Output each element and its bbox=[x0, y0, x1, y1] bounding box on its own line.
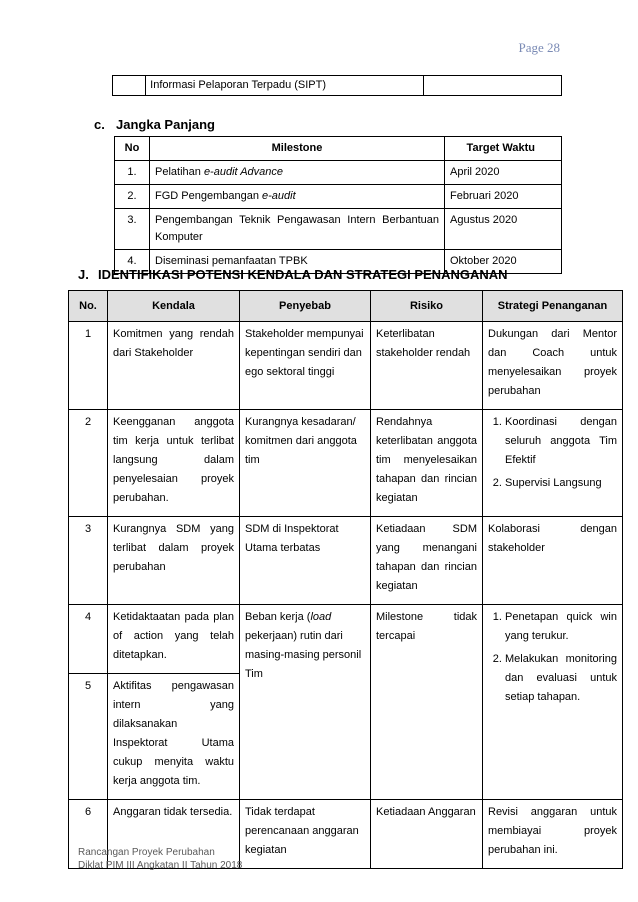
cell-penyebab: Stakeholder mempunyai kepentingan sendiri dan ego sektoral tinggi bbox=[240, 322, 371, 410]
table-row bbox=[69, 605, 623, 674]
strategy-list bbox=[488, 413, 617, 493]
footer-line: Diklat PIM III Angkatan II Tahun 2018 bbox=[78, 860, 243, 871]
table-header-row bbox=[115, 137, 562, 161]
cell-no: 3. bbox=[115, 209, 150, 250]
header-no: No bbox=[115, 137, 150, 161]
cell-strategi: Kolaborasi dengan stakeholder bbox=[483, 517, 623, 605]
cell-no: 2. bbox=[115, 185, 150, 209]
table-row bbox=[113, 76, 562, 96]
cell-risiko: Rendahnya keterlibatan anggota tim menyelesaikan tahapan dan rincian kegiatan bbox=[371, 410, 483, 517]
list-item: 1. Penetapan quick win yang terukur. bbox=[505, 608, 617, 646]
cell-strategi: Revisi anggaran untuk membiayai proyek perubahan ini. bbox=[483, 800, 623, 869]
cell-risiko: Ketiadaan SDM yang menangani tahapan dan rincian kegiatan bbox=[371, 517, 483, 605]
kendala-table bbox=[68, 290, 623, 869]
header-penyebab: Penyebab bbox=[240, 291, 371, 322]
cell-penyebab: Kurangnya kesadaran/ komitmen dari anggota tim bbox=[240, 410, 371, 517]
jangka-panjang-table bbox=[114, 136, 562, 274]
section-label: J. bbox=[78, 267, 89, 282]
cell-strategi bbox=[483, 410, 623, 517]
table-row bbox=[115, 209, 562, 250]
cell-risiko: Milestone tidak tercapai bbox=[371, 605, 483, 800]
cell-kendala: Aktifitas pengawasan intern yang dilaksanakan Inspektorat Utama cukup menyita waktu kerja anggota tim. bbox=[108, 674, 240, 800]
cell-no: 6 bbox=[69, 800, 108, 869]
table-row bbox=[115, 185, 562, 209]
cell-target: April 2020 bbox=[445, 161, 562, 185]
table-row bbox=[69, 517, 623, 605]
cell-milestone: Pengembangan Teknik Pengawasan Intern Berbantuan Komputer bbox=[150, 209, 445, 250]
cell-target: Februari 2020 bbox=[445, 185, 562, 209]
strategy-list bbox=[488, 608, 617, 707]
milestone-table-continued bbox=[112, 75, 562, 96]
header-target: Target Waktu bbox=[445, 137, 562, 161]
cell-kendala: Keengganan anggota tim kerja untuk terlibat langsung dalam penyelesaian proyek perubahan. bbox=[108, 410, 240, 517]
section-label: c. bbox=[94, 117, 105, 132]
cell-strategi: Dukungan dari Mentor dan Coach untuk menyelesaikan proyek perubahan bbox=[483, 322, 623, 410]
cell-no: 2 bbox=[69, 410, 108, 517]
cell-no: 5 bbox=[69, 674, 108, 800]
cell-strategi bbox=[483, 605, 623, 800]
cell-target: Agustus 2020 bbox=[445, 209, 562, 250]
section-heading-kendala bbox=[78, 267, 508, 282]
cell-penyebab: Tidak terdapat perencanaan anggaran kegiatan bbox=[240, 800, 371, 869]
section-title: IDENTIFIKASI POTENSI KENDALA DAN STRATEGI PENANGANAN bbox=[98, 267, 508, 282]
cell-target: Oktober 2020 bbox=[445, 250, 562, 274]
list-item: 2. Melakukan monitoring dan evaluasi untuk setiap tahapan. bbox=[505, 650, 617, 707]
page-number: Page 28 bbox=[518, 40, 560, 55]
header-risiko: Risiko bbox=[371, 291, 483, 322]
list-item: 2. Supervisi Langsung bbox=[505, 474, 617, 493]
cell-penyebab: Beban kerja (load pekerjaan) rutin dari masing-masing personil Tim bbox=[240, 605, 371, 800]
section-heading-jangka-panjang bbox=[94, 117, 215, 132]
footer-line: Rancangan Proyek Perubahan bbox=[78, 847, 215, 858]
cell-no: 4. bbox=[115, 250, 150, 274]
cell-no: 1. bbox=[115, 161, 150, 185]
cell-milestone: Informasi Pelaporan Terpadu (SIPT) bbox=[146, 76, 424, 96]
cell-target bbox=[424, 76, 562, 96]
cell-no: 1 bbox=[69, 322, 108, 410]
table-header-row bbox=[69, 291, 623, 322]
cell-milestone: Pelatihan e-audit Advance bbox=[150, 161, 445, 185]
cell-kendala: Komitmen yang rendah dari Stakeholder bbox=[108, 322, 240, 410]
header-no: No. bbox=[69, 291, 108, 322]
cell-no: 3 bbox=[69, 517, 108, 605]
cell-kendala: Ketidaktaatan pada plan of action yang telah ditetapkan. bbox=[108, 605, 240, 674]
table-row bbox=[69, 410, 623, 517]
cell-milestone: Diseminasi pemanfaatan TPBK bbox=[150, 250, 445, 274]
cell-no bbox=[113, 76, 146, 96]
section-title: Jangka Panjang bbox=[116, 117, 215, 132]
header-strategi: Strategi Penanganan bbox=[483, 291, 623, 322]
cell-kendala: Kurangnya SDM yang terlibat dalam proyek perubahan bbox=[108, 517, 240, 605]
cell-milestone: FGD Pengembangan e-audit bbox=[150, 185, 445, 209]
cell-risiko: Ketiadaan Anggaran bbox=[371, 800, 483, 869]
header-kendala: Kendala bbox=[108, 291, 240, 322]
table-row bbox=[69, 322, 623, 410]
cell-risiko: Keterlibatan stakeholder rendah bbox=[371, 322, 483, 410]
page-footer bbox=[78, 846, 242, 872]
header-milestone: Milestone bbox=[150, 137, 445, 161]
cell-no: 4 bbox=[69, 605, 108, 674]
cell-kendala: Anggaran tidak tersedia. bbox=[108, 800, 240, 869]
cell-penyebab: SDM di Inspektorat Utama terbatas bbox=[240, 517, 371, 605]
table-row bbox=[115, 161, 562, 185]
list-item: 1. Koordinasi dengan seluruh anggota Tim Efektif bbox=[505, 413, 617, 470]
